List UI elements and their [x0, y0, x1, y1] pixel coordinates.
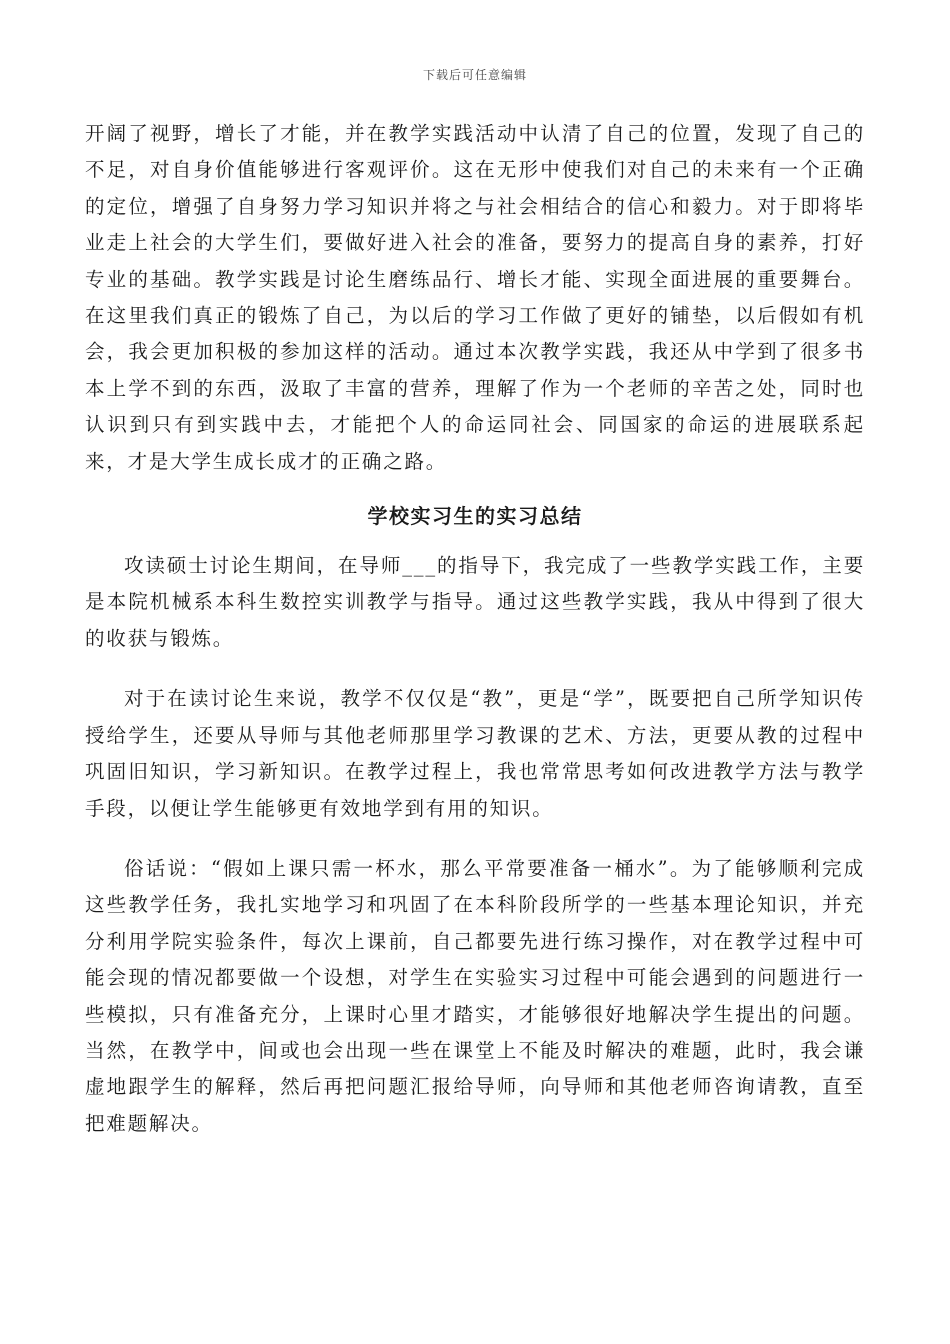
document-body	[85, 116, 865, 1142]
paragraph-continued: 开阔了视野，增长了才能，并在教学实践活动中认清了自己的位置，发现了自己的不足，对自身价值能够进行客观评价。这在无形中使我们对自己的未来有一个正确的定位，增强了自身努力学习知识并将之与社会相结合的信心和毅力。对于即将毕业走上社会的大学生们，要做好进入社会的准备，要努力的提高自身的素养，打好专业的基础。教学实践是讨论生磨练品行、增长才能、实现全面进展的重要舞台。在这里我们真正的锻炼了自己，为以后的学习工作做了更好的铺垫，以后假如有机会，我会更加积极的参加这样的活动。通过本次教学实践，我还从中学到了很多书本上学不到的东西，汲取了丰富的营养，理解了作为一个老师的辛苦之处，同时也认识到只有到实践中去，才能把个人的命运同社会、同国家的命运的进展联系起来，才是大学生成长成才的正确之路。	[85, 122, 865, 473]
page-header: 下载后可任意编辑	[422, 68, 527, 82]
paragraph-spacer	[85, 657, 865, 681]
paragraph-2: 对于在读讨论生来说，教学不仅仅是“教”，更是“学”，既要把自己所学知识传授给学生，还要从导师与其他老师那里学习教课的艺术、方法，更要从教的过程中巩固旧知识，学习新知识。在教学过程上，我也常常思考如何改进教学方法与教学手段，以便让学生能够更有效地学到有用的知识。	[85, 687, 865, 820]
section-title: 学校实习生的实习总结	[367, 504, 583, 529]
paragraph-spacer	[85, 827, 865, 851]
paragraph-3: 俗话说：“假如上课只需一杯水，那么平常要准备一桶水”。为了能够顺利完成这些教学任务，我扎实地学习和巩固了在本科阶段所学的一些基本理论知识，并充分利用学院实验条件，每次上课前，自己都要先进行练习操作，对在教学过程中可能会现的情况都要做一个设想，对学生在实验实习过程中可能会遇到的问题进行一些模拟，只有准备充分，上课时心里才踏实，才能够很好地解决学生提出的问题。当然，在教学中，间或也会出现一些在课堂上不能及时解决的难题，此时，我会谦虚地跟学生的解释，然后再把问题汇报给导师，向导师和其他老师咨询请教，直至把难题解决。	[85, 856, 865, 1135]
paragraph-1: 攻读硕士讨论生期间，在导师___的指导下，我完成了一些教学实践工作，主要是本院机械系本科生数控实训教学与指导。通过这些教学实践，我从中得到了很大的收获与锻炼。	[85, 554, 865, 650]
